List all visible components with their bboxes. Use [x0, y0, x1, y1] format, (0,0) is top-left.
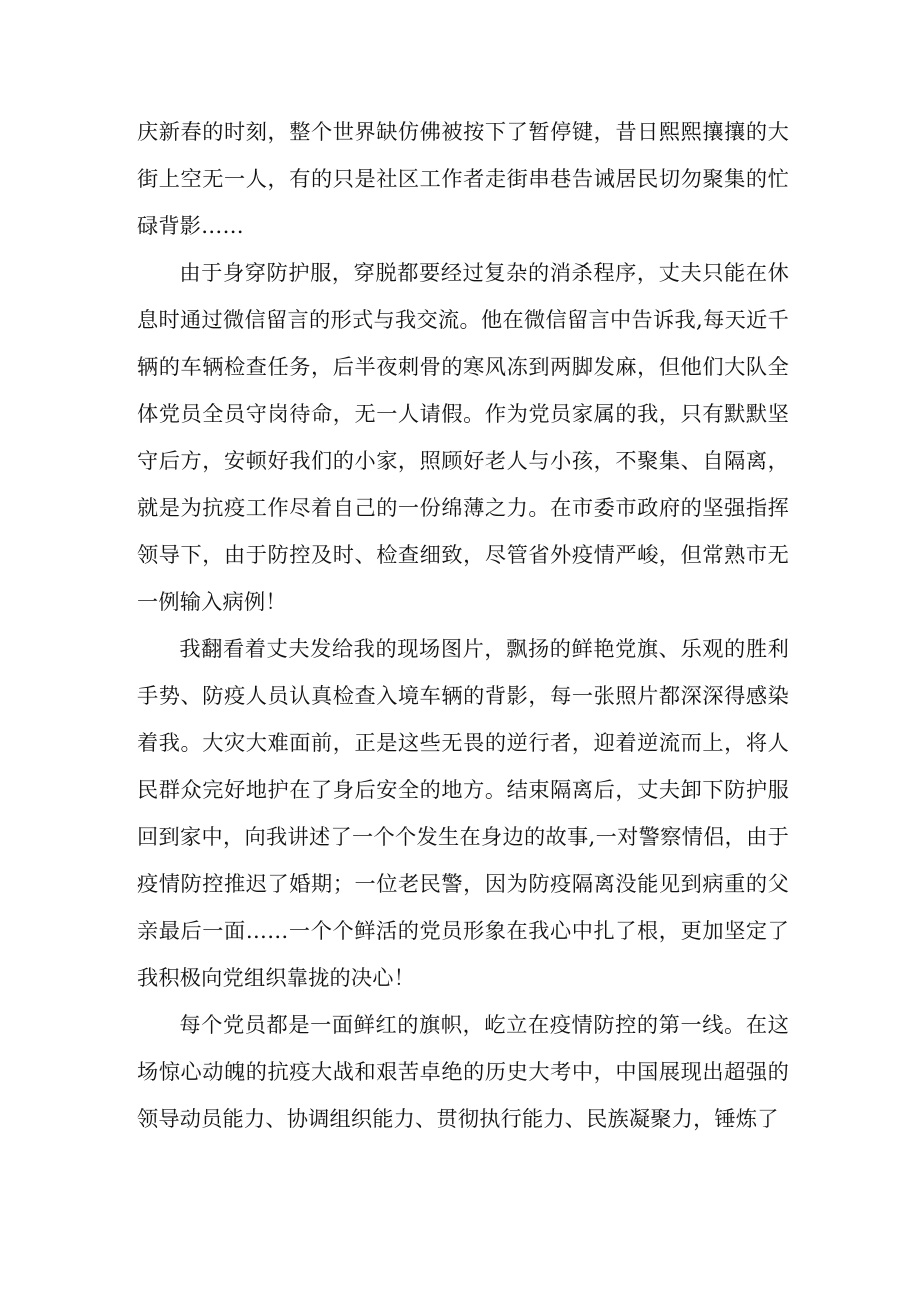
- paragraph-1: 庆新春的时刻，整个世界缺仿佛被按下了暂停键，昔日熙熙攘攘的大街上空无一人，有的只是社区工作者走街串巷告诫居民切勿聚集的忙碌背影……: [137, 119, 789, 238]
- body-text: [137, 108, 789, 1142]
- paragraph-2: 由于身穿防护服，穿脱都要经过复杂的消杀程序，丈夫只能在休息时通过微信留言的形式与我交流。他在微信留言中告诉我,每天近千辆的车辆检查任务，后半夜刺骨的寒风冻到两脚发麻，但他们大队全体党员全员守岗待命，无一人请假。作为党员家属的我，只有默默坚守后方，安顿好我们的小家，照顾好老人与小孩，不聚集、自隔离，就是为抗疫工作尽着自己的一份绵薄之力。在市委市政府的坚强指挥领导下，由于防控及时、检查细致，尽管省外疫情严峻，但常熟市无一例输入病例！: [137, 260, 789, 614]
- paragraph-4: 每个党员都是一面鲜红的旗帜，屹立在疫情防控的第一线。在这场惊心动魄的抗疫大战和艰苦卓绝的历史大考中，中国展现出超强的领导动员能力、协调组织能力、贯彻执行能力、民族凝聚力，锤炼了: [137, 1012, 789, 1131]
- paragraph-3: 我翻看着丈夫发给我的现场图片，飘扬的鲜艳党旗、乐观的胜利手势、防疫人员认真检查入境车辆的背影，每一张照片都深深得感染着我。大灾大难面前，正是这些无畏的逆行者，迎着逆流而上，将人民群众完好地护在了身后安全的地方。结束隔离后，丈夫卸下防护服回到家中，向我讲述了一个个发生在身边的故事,一对警察情侣，由于疫情防控推迟了婚期；一位老民警，因为防疫隔离没能见到病重的父亲最后一面……一个个鲜活的党员形象在我心中扎了根，更加坚定了我积极向党组织靠拢的决心！: [137, 636, 789, 990]
